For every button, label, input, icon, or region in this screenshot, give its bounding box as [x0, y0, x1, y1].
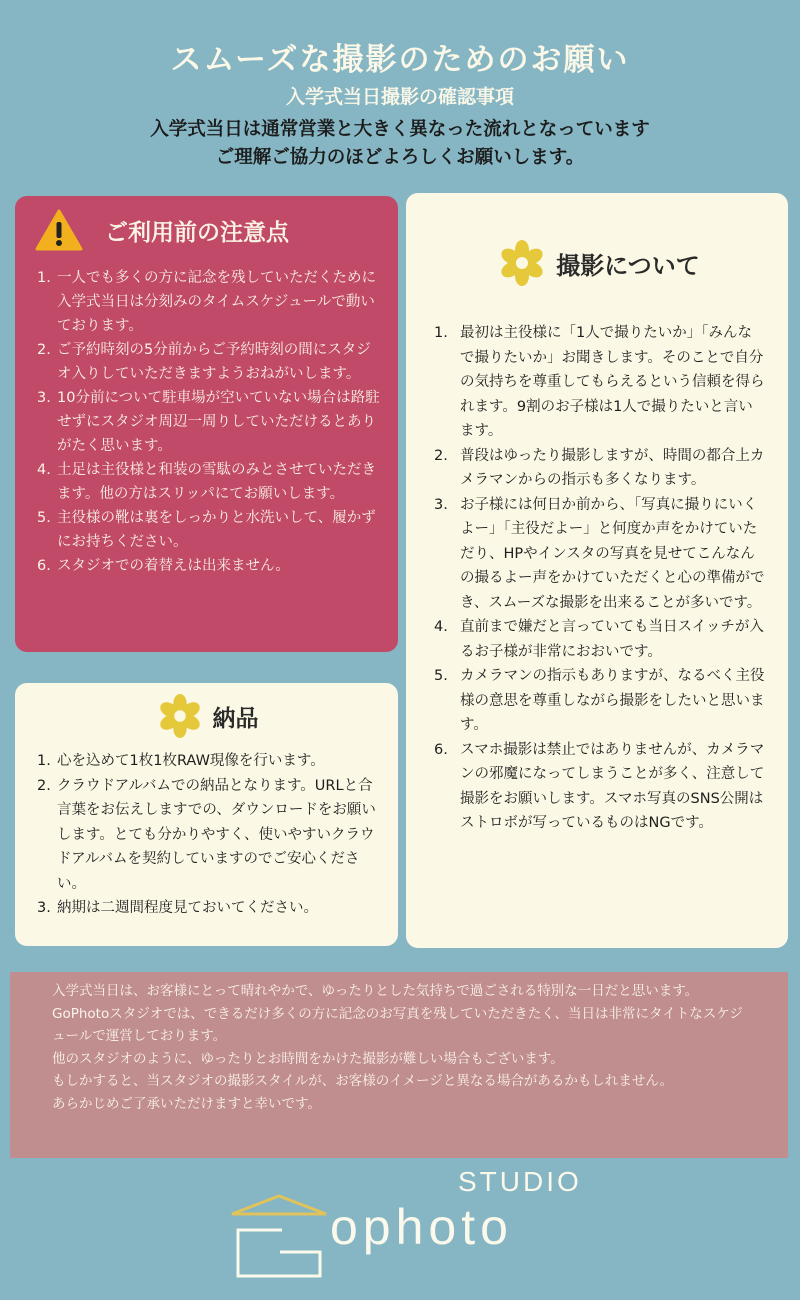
- list-item: お子様には何日か前から、「写真に撮りにいくよー」「主役だよー」と何度か声をかけていただり、HPやインスタの写真を見せてこんなんの撮るよー声をかけていただくと心の準備ができ、スムーズな撮影を出来ることが多いです。: [460, 496, 765, 611]
- page-subtitle: 入学式当日撮影の確認事項: [285, 86, 514, 108]
- delivery-header: [35, 693, 380, 739]
- logo-wordmark: ophoto: [330, 1199, 513, 1255]
- list-item: カメラマンの指示もありますが、なるべく主役様の意思を尊重しながら撮影をしたいと思います。: [460, 668, 765, 733]
- list-item: 直前まで嫌だと言っていても当日スイッチが入るお子様が非常におおいです。: [460, 619, 764, 660]
- notice-header: [35, 208, 380, 252]
- list-item: スマホ撮影は禁止ではありませんが、カメラマンの邪魔になってしまうことが多く、注意して撮影をお願いします。スマホ写真のSNS公開はストロボが写っているものはNGです。: [460, 741, 765, 831]
- list-item: 主役様の靴は裏をしっかりと水洗いして、履かずにお持ちください。: [57, 510, 376, 550]
- list-item: 10分前について駐車場が空いていない場合は路駐せずにスタジオ周辺一周りしていただけるとありがたく思います。: [57, 390, 380, 454]
- delivery-list: [35, 749, 380, 921]
- page-title: スムーズな撮影のためのお願い: [170, 42, 630, 78]
- list-item: 土足は主役様と和装の雪駄のみとさせていただきます。他の方はスリッパにてお願いします。: [57, 462, 376, 502]
- shooting-title: 撮影について: [556, 251, 700, 280]
- shooting-card: [406, 193, 788, 948]
- note-paragraph: GoPhotoスタジオでは、できるだけ多くの方に記念のお写真を残していただきたく、当日は非常にタイトなスケジュールで運営しております。: [52, 1005, 743, 1044]
- list-item: 最初は主役様に「1人で撮りたいか」「みんなで撮りたいか」お聞きします。そのことで自分の気持ちを尊重してもらえるという信頼を得られます。9割のお子様は1人で撮りたいと言います。: [460, 325, 765, 439]
- list-item: クラウドアルバムでの納品となります。URLと合言葉をお伝えしますでの、ダウンロードをお願いします。とても分かりやすく、使いやすいクラウドアルバムを契約していますのでご安心ください。: [57, 777, 376, 892]
- list-item: 普段はゆったり撮影しますが、時間の都合上カメラマンからの指示も多くなります。: [460, 447, 765, 488]
- intro-text: [0, 116, 800, 172]
- warning-icon: [35, 208, 83, 252]
- notice-list: [35, 266, 380, 578]
- shooting-list: [432, 321, 766, 836]
- logo-g-mark: [224, 1192, 334, 1284]
- list-item: 一人でも多くの方に記念を残していただくために入学式当日は分刻みのタイムスケジュールで動いております。: [57, 270, 376, 334]
- closing-note: [10, 972, 788, 1158]
- list-item: 納期は二週間程度見ておいてください。: [57, 900, 318, 916]
- logo-studio-text: STUDIO: [458, 1166, 582, 1197]
- list-item: 心を込めて1枚1枚RAW現像を行います。: [57, 753, 325, 769]
- flower-icon: [157, 693, 203, 739]
- list-item: スタジオでの着替えは出来ません。: [57, 558, 290, 574]
- intro-line: 入学式当日は通常営業と大きく異なった流れとなっています: [150, 119, 650, 140]
- delivery-title: 納品: [212, 705, 259, 732]
- note-paragraph: あらかじめご了承いただけますと幸いです。: [52, 1095, 321, 1112]
- notice-title: ご利用前の注意点: [105, 219, 289, 246]
- delivery-card: [15, 683, 398, 946]
- notice-card: [15, 196, 398, 652]
- studio-logo: [220, 1162, 620, 1282]
- note-paragraph: もしかすると、当スタジオの撮影スタイルが、お客様のイメージと異なる場合があるかもしれません。: [52, 1073, 674, 1089]
- list-item: ご予約時刻の5分前からご予約時刻の間にスタジオ入りしていただきますようおねがいします。: [57, 342, 371, 382]
- shooting-header: [432, 239, 766, 287]
- flower-icon: [498, 239, 546, 287]
- intro-line: ご理解ご協力のほどよろしくお願いします。: [215, 147, 585, 168]
- note-paragraph: 他のスタジオのように、ゆったりとお時間をかけた撮影が難しい場合もございます。: [52, 1050, 564, 1067]
- note-paragraph: 入学式当日は、お客様にとって晴れやかで、ゆったりとした気持ちで過ごされる特別な一日だと思います。: [52, 983, 699, 999]
